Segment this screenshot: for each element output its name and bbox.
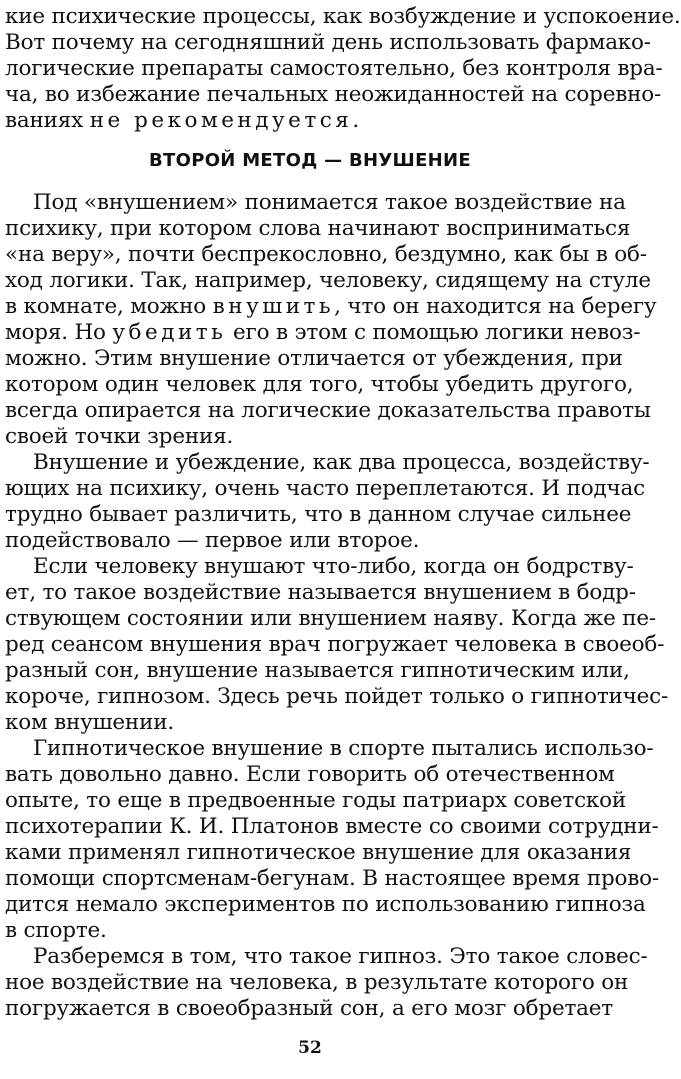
emphasis-text: внушить <box>212 294 335 319</box>
text-line: вать довольно давно. Если говорить об отечественном <box>5 762 615 787</box>
text-line: подействовало — первое или второе. <box>5 528 420 553</box>
text-line: моря. Но убедить его в этом с помощью логики невоз- <box>5 320 641 345</box>
text-line: разный сон, внушение называется гипнотическим или, <box>5 658 630 683</box>
text-line: ком внушении. <box>5 710 174 735</box>
page-number: 52 <box>298 1038 322 1058</box>
text-line: помощи спортсменам-бегунам. В настоящее время прово- <box>5 866 659 891</box>
paragraph-first-line: Под «внушением» понимается такое воздействие на <box>33 190 626 215</box>
text-line: всегда опирается на логические доказательства правоты <box>5 398 651 423</box>
text-line: ствующем состоянии или внушением наяву. Когда же пе- <box>5 606 656 631</box>
text-line: ет, то такое воздействие называется внушением в бодр- <box>5 580 636 605</box>
text-line: ред сеансом внушения врач погружает человека в своеоб- <box>5 632 665 657</box>
text-line: дится немало экспериментов по использованию гипноза <box>5 892 646 917</box>
text-line: своей точки зрения. <box>5 424 234 449</box>
text-line: Вот почему на сегодняшний день использовать фармако- <box>5 30 651 55</box>
paragraph-first-line: Внушение и убеждение, как два процесса, воздейству- <box>33 450 650 475</box>
text-line: опыте, то еще в предвоенные годы патриарх советской <box>5 788 627 813</box>
text-line: «на веру», почти беспрекословно, бездумно, как бы в об- <box>5 242 647 267</box>
text-line: в комнате, можно внушить, что он находится на берегу <box>5 294 657 319</box>
emphasis-text: не рекомендуется <box>89 108 353 133</box>
text-line: можно. Этим внушение отличается от убеждения, при <box>5 346 623 371</box>
text-line: трудно бывает различить, что в данном случае сильнее <box>5 502 632 527</box>
text-line: ваниях не рекомендуется. <box>5 108 360 133</box>
text-line: логические препараты самостоятельно, без контроля вра- <box>5 56 663 81</box>
text-line: короче, гипнозом. Здесь речь пойдет только о гипнотичес- <box>5 684 669 709</box>
emphasis-text: убедить <box>112 320 227 345</box>
text-line: в спорте. <box>5 918 107 943</box>
text-line: ное воздействие на человека, в результате которого он <box>5 970 629 995</box>
section-heading: ВТОРОЙ МЕТОД — ВНУШЕНИЕ <box>149 150 471 171</box>
text-line: психотерапии К. И. Платонов вместе со своими сотрудни- <box>5 814 659 839</box>
text-line: ча, во избежание печальных неожиданностей на соревно- <box>5 82 662 107</box>
text-line: котором один человек для того, чтобы убедить другого, <box>5 372 634 397</box>
text-line: кие психические процессы, как возбуждение и успокоение. <box>5 4 681 29</box>
text-line: погружается в своеобразный сон, а его мозг обретает <box>5 996 613 1021</box>
text-line: ками применял гипнотическое внушение для оказания <box>5 840 632 865</box>
text-line: ход логики. Так, например, человеку, сидящему на стуле <box>5 268 651 293</box>
paragraph-first-line: Разберемся в том, что такое гипноз. Это такое словес- <box>33 944 648 969</box>
paragraph-first-line: Гипнотическое внушение в спорте пытались использо- <box>33 736 654 761</box>
paragraph-first-line: Если человеку внушают что-либо, когда он бодрству- <box>33 554 634 579</box>
text-line: ющих на психику, очень часто переплетаются. И подчас <box>5 476 646 501</box>
text-line: психику, при котором слова начинают восприниматься <box>5 216 631 241</box>
